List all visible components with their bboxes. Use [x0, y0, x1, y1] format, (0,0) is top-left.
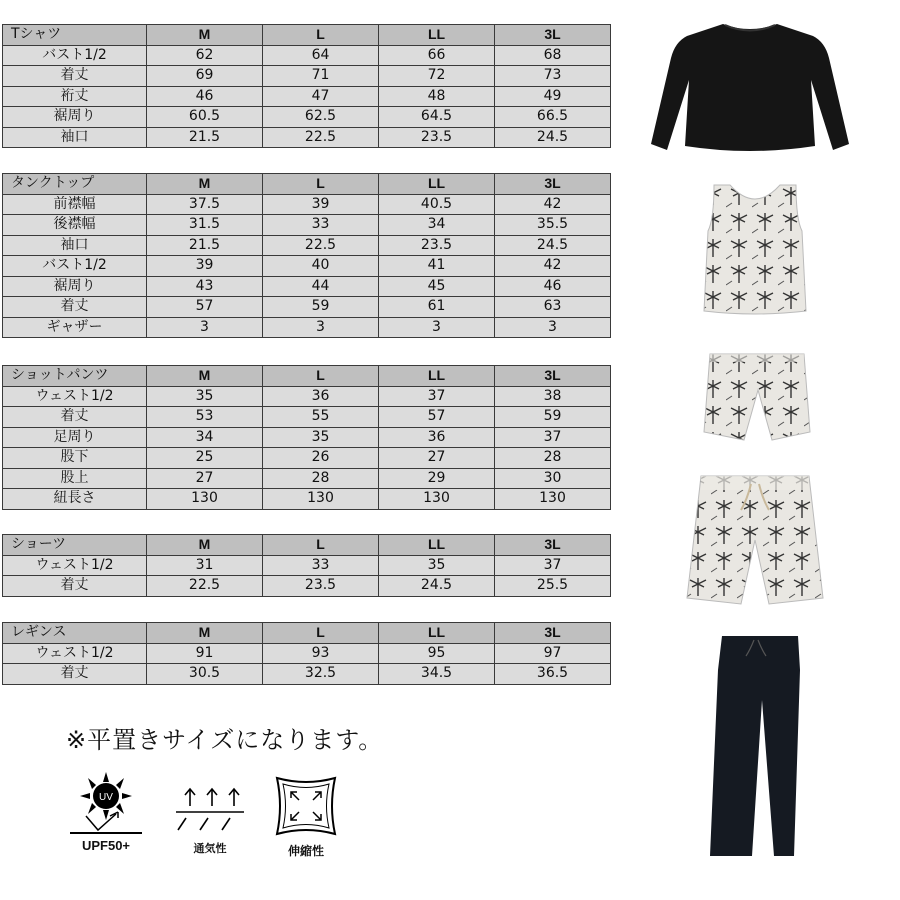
table-title: ショーツ: [3, 535, 147, 556]
svg-text:UV: UV: [99, 792, 113, 803]
table-header-row: [3, 366, 611, 387]
table-row: [3, 489, 611, 510]
measurement-value: 69: [147, 66, 263, 87]
measurement-value: 47: [263, 86, 379, 107]
measurement-value: 3: [495, 317, 611, 338]
tanktop-image: [700, 183, 810, 315]
stretch-label: 伸縮性: [287, 844, 324, 858]
measurement-value: 33: [263, 215, 379, 236]
measurement-value: 62: [147, 45, 263, 66]
measurement-value: 3: [263, 317, 379, 338]
breathable-arrows-icon: [170, 782, 250, 834]
measurement-value: 38: [495, 386, 611, 407]
table-header-row: [3, 623, 611, 644]
measurement-value: 59: [495, 407, 611, 428]
measurement-value: 48: [379, 86, 495, 107]
table-row: [3, 297, 611, 318]
table-header-row: [3, 25, 611, 46]
measurement-value: 62.5: [263, 107, 379, 128]
measurement-value: 35: [147, 386, 263, 407]
measurement-label: ギャザー: [3, 317, 147, 338]
measurement-value: 49: [495, 86, 611, 107]
measurement-value: 36: [379, 427, 495, 448]
measurement-value: 37: [495, 555, 611, 576]
measurement-value: 22.5: [147, 576, 263, 597]
measurement-value: 3: [147, 317, 263, 338]
measurement-value: 57: [379, 407, 495, 428]
measurement-label: ウェスト1/2: [3, 555, 147, 576]
measurement-label: 裾周り: [3, 276, 147, 297]
size-header: 3L: [495, 25, 611, 46]
measurement-label: 袖口: [3, 127, 147, 148]
size-header: 3L: [495, 366, 611, 387]
measurement-label: 着丈: [3, 664, 147, 685]
size-header: LL: [379, 623, 495, 644]
table-title: Tシャツ: [3, 25, 147, 46]
size-header: LL: [379, 25, 495, 46]
measurement-value: 46: [495, 276, 611, 297]
measurement-value: 91: [147, 643, 263, 664]
measurement-value: 130: [495, 489, 611, 510]
measurement-value: 31: [147, 555, 263, 576]
measurement-value: 23.5: [379, 127, 495, 148]
measurement-value: 64.5: [379, 107, 495, 128]
table-row: [3, 45, 611, 66]
measurement-label: 袖口: [3, 235, 147, 256]
measurement-value: 24.5: [495, 127, 611, 148]
flat-measure-note: ※平置きサイズになります。: [66, 726, 384, 754]
leggings-size-table: [2, 622, 611, 685]
size-header: 3L: [495, 535, 611, 556]
tshirt-size-table: [2, 24, 611, 148]
table-row: [3, 386, 611, 407]
measurement-value: 37: [379, 386, 495, 407]
table-row: [3, 317, 611, 338]
measurement-value: 73: [495, 66, 611, 87]
measurement-value: 60.5: [147, 107, 263, 128]
measurement-value: 32.5: [263, 664, 379, 685]
measurement-value: 33: [263, 555, 379, 576]
size-header: M: [147, 174, 263, 195]
stretch-square-icon: [271, 774, 341, 838]
size-header: M: [147, 25, 263, 46]
table-row: [3, 86, 611, 107]
measurement-value: 27: [147, 468, 263, 489]
measurement-value: 22.5: [263, 127, 379, 148]
measurement-value: 27: [379, 448, 495, 469]
measurement-value: 24.5: [495, 235, 611, 256]
measurement-label: 紐長さ: [3, 489, 147, 510]
measurement-value: 53: [147, 407, 263, 428]
measurement-value: 55: [263, 407, 379, 428]
table-row: [3, 555, 611, 576]
size-header: LL: [379, 174, 495, 195]
measurement-value: 23.5: [379, 235, 495, 256]
measurement-value: 3: [379, 317, 495, 338]
table-header-row: [3, 535, 611, 556]
size-header: L: [263, 535, 379, 556]
measurement-value: 23.5: [263, 576, 379, 597]
measurement-value: 72: [379, 66, 495, 87]
measurement-label: 着丈: [3, 407, 147, 428]
measurement-value: 37.5: [147, 194, 263, 215]
table-row: [3, 664, 611, 685]
measurement-value: 22.5: [263, 235, 379, 256]
measurement-value: 37: [495, 427, 611, 448]
measurement-label: ウェスト1/2: [3, 643, 147, 664]
size-header: L: [263, 366, 379, 387]
measurement-value: 35: [379, 555, 495, 576]
size-header: M: [147, 366, 263, 387]
measurement-value: 29: [379, 468, 495, 489]
measurement-value: 35: [263, 427, 379, 448]
measurement-value: 95: [379, 643, 495, 664]
measurement-value: 25: [147, 448, 263, 469]
measurement-value: 24.5: [379, 576, 495, 597]
table-row: [3, 66, 611, 87]
measurement-value: 43: [147, 276, 263, 297]
breathable-label: 通気性: [193, 843, 227, 855]
measurement-label: バスト1/2: [3, 45, 147, 66]
measurement-value: 45: [379, 276, 495, 297]
measurement-value: 28: [263, 468, 379, 489]
measurement-value: 44: [263, 276, 379, 297]
measurement-value: 68: [495, 45, 611, 66]
table-header-row: [3, 174, 611, 195]
tanktop-size-table: [2, 173, 611, 338]
measurement-value: 66: [379, 45, 495, 66]
stretch-feature: [266, 774, 346, 859]
table-row: [3, 576, 611, 597]
measurement-value: 71: [263, 66, 379, 87]
measurement-value: 130: [263, 489, 379, 510]
measurement-value: 34: [379, 215, 495, 236]
measurement-label: 股上: [3, 468, 147, 489]
size-header: L: [263, 25, 379, 46]
short-pants-size-table: [2, 365, 611, 510]
measurement-value: 28: [495, 448, 611, 469]
measurement-value: 46: [147, 86, 263, 107]
measurement-value: 30: [495, 468, 611, 489]
uv-sun-icon: [66, 770, 146, 836]
measurement-value: 40: [263, 256, 379, 277]
measurement-label: ウェスト1/2: [3, 386, 147, 407]
measurement-value: 30.5: [147, 664, 263, 685]
measurement-label: 前襟幅: [3, 194, 147, 215]
table-row: [3, 643, 611, 664]
measurement-label: バスト1/2: [3, 256, 147, 277]
size-header: 3L: [495, 174, 611, 195]
table-row: [3, 448, 611, 469]
table-title: ショットパンツ: [3, 366, 147, 387]
measurement-value: 34.5: [379, 664, 495, 685]
measurement-value: 66.5: [495, 107, 611, 128]
measurement-value: 63: [495, 297, 611, 318]
tshirt-image: [645, 18, 855, 158]
measurement-label: 股下: [3, 448, 147, 469]
size-header: L: [263, 174, 379, 195]
size-header: LL: [379, 535, 495, 556]
measurement-label: 裄丈: [3, 86, 147, 107]
measurement-value: 31.5: [147, 215, 263, 236]
measurement-value: 39: [147, 256, 263, 277]
measurement-label: 着丈: [3, 576, 147, 597]
shorts-image: [685, 470, 825, 610]
table-row: [3, 276, 611, 297]
table-row: [3, 127, 611, 148]
size-header: L: [263, 623, 379, 644]
breathable-feature: [170, 782, 250, 856]
table-row: [3, 256, 611, 277]
size-header: M: [147, 535, 263, 556]
table-title: タンクトップ: [3, 174, 147, 195]
measurement-value: 39: [263, 194, 379, 215]
measurement-value: 97: [495, 643, 611, 664]
table-row: [3, 427, 611, 448]
measurement-value: 59: [263, 297, 379, 318]
shorts-size-table: [2, 534, 611, 597]
measurement-value: 21.5: [147, 235, 263, 256]
measurement-value: 36: [263, 386, 379, 407]
measurement-value: 40.5: [379, 194, 495, 215]
table-title: レギンス: [3, 623, 147, 644]
measurement-label: 裾周り: [3, 107, 147, 128]
table-row: [3, 235, 611, 256]
uv-feature: [66, 770, 146, 853]
size-header: 3L: [495, 623, 611, 644]
measurement-value: 57: [147, 297, 263, 318]
leggings-image: [700, 630, 810, 860]
measurement-value: 26: [263, 448, 379, 469]
measurement-label: 着丈: [3, 297, 147, 318]
measurement-value: 21.5: [147, 127, 263, 148]
measurement-value: 36.5: [495, 664, 611, 685]
measurement-value: 42: [495, 256, 611, 277]
table-row: [3, 407, 611, 428]
measurement-label: 足周り: [3, 427, 147, 448]
measurement-value: 130: [147, 489, 263, 510]
measurement-value: 25.5: [495, 576, 611, 597]
measurement-value: 34: [147, 427, 263, 448]
size-header: LL: [379, 366, 495, 387]
size-header: M: [147, 623, 263, 644]
short-pants-image: [700, 350, 812, 444]
measurement-value: 61: [379, 297, 495, 318]
table-row: [3, 468, 611, 489]
table-row: [3, 215, 611, 236]
measurement-label: 後襟幅: [3, 215, 147, 236]
upf-label: UPF50+: [81, 838, 131, 853]
table-row: [3, 194, 611, 215]
measurement-value: 35.5: [495, 215, 611, 236]
measurement-value: 42: [495, 194, 611, 215]
measurement-label: 着丈: [3, 66, 147, 87]
measurement-value: 64: [263, 45, 379, 66]
table-row: [3, 107, 611, 128]
measurement-value: 93: [263, 643, 379, 664]
measurement-value: 41: [379, 256, 495, 277]
measurement-value: 130: [379, 489, 495, 510]
